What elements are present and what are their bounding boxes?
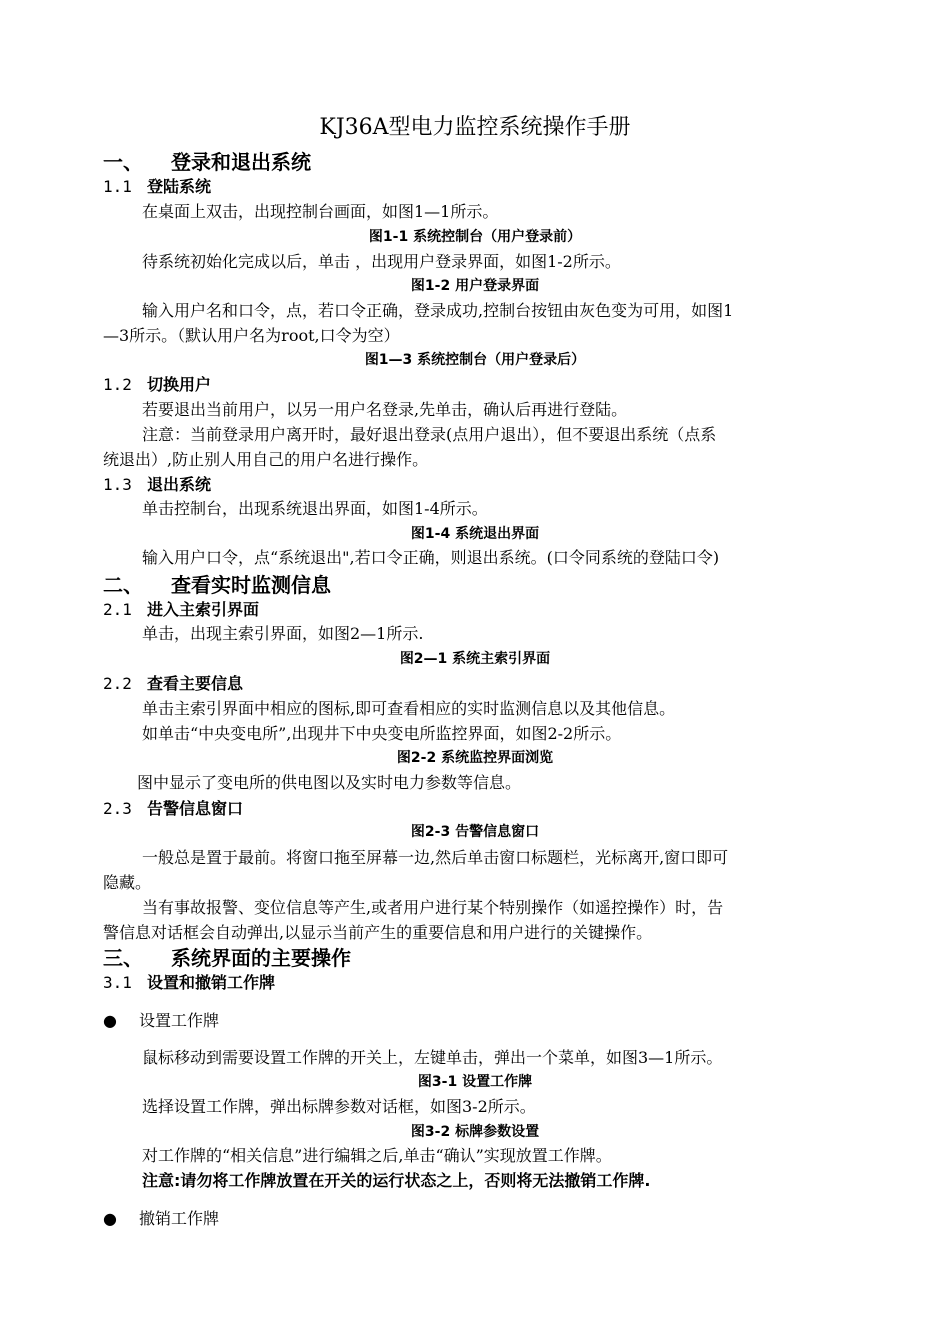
- subsection-title: 进入主索引界面: [147, 600, 260, 619]
- subsection-3-1-heading: [103, 975, 275, 991]
- paragraph: 在桌面上双击，出现控制台画面，如图1—1所示。: [142, 202, 499, 221]
- subsection-2-1-heading: [103, 602, 259, 618]
- subsection-1-3-heading: [103, 477, 211, 493]
- section-title: 登录和退出系统: [171, 150, 311, 174]
- subsection-2-3-heading: [103, 801, 243, 817]
- subsection-2-2-heading: [103, 676, 243, 692]
- paragraph: 如单击“中央变电所”,出现井下中央变电所监控界面，如图2-2所示。: [142, 724, 622, 743]
- paragraph-continuation: 警信息对话框会自动弹出,以显示当前产生的重要信息和用户进行的关键操作。: [103, 923, 653, 942]
- figure-caption: 图3-2 标牌参数设置: [410, 1124, 540, 1140]
- paragraph: 选择设置工作牌，弹出标牌参数对话框，如图3-2所示。: [142, 1097, 536, 1116]
- bullet-label: 设置工作牌: [139, 1011, 220, 1030]
- warning-note: 注意:请勿将工作牌放置在开关的运行状态之上，否则将无法撤销工作牌.: [142, 1171, 651, 1190]
- subsection-title: 查看主要信息: [147, 674, 244, 693]
- subsection-number: 1.2: [103, 375, 132, 394]
- figure-caption: 图1-1 系统控制台（用户登录前）: [368, 229, 582, 245]
- subsection-number: 2.1: [103, 600, 132, 619]
- subsection-1-1-heading: [103, 179, 211, 195]
- section-number: 二、: [103, 573, 143, 597]
- section-title: 查看实时监测信息: [171, 573, 331, 597]
- subsection-number: 3.1: [103, 973, 132, 992]
- subsection-title: 告警信息窗口: [147, 799, 244, 818]
- section-number: 三、: [103, 946, 143, 970]
- paragraph-continuation: —3所示。（默认用户名为root,口令为空）: [103, 326, 400, 345]
- paragraph: 图中显示了变电所的供电图以及实时电力参数等信息。: [137, 773, 522, 792]
- paragraph: 鼠标移动到需要设置工作牌的开关上，左键单击，弹出一个菜单，如图3—1所示。: [142, 1048, 723, 1067]
- paragraph-continuation: 统退出）,防止别人用自己的用户名进行操作。: [103, 450, 429, 469]
- section-title: 系统界面的主要操作: [171, 946, 351, 970]
- subsection-title: 退出系统: [147, 475, 212, 494]
- section-3-heading: [103, 948, 351, 968]
- figure-caption: 图2-2 系统监控界面浏览: [396, 750, 554, 766]
- subsection-title: 登陆系统: [147, 177, 212, 196]
- paragraph: 单击，出现主索引界面，如图2—1所示.: [142, 624, 424, 643]
- bullet-icon: ●: [103, 1209, 117, 1228]
- figure-caption: 图1-4 系统退出界面: [410, 526, 540, 542]
- figure-caption: 图1—3 系统控制台（用户登录后）: [364, 352, 586, 368]
- paragraph: 待系统初始化完成以后，单击 ，出现用户登录界面，如图1-2所示。: [142, 252, 621, 271]
- figure-caption: 图2—1 系统主索引界面: [399, 651, 551, 667]
- subsection-title: 切换用户: [147, 375, 212, 394]
- paragraph: 输入用户口令，点“系统退出",若口令正确，则退出系统。(口令同系统的登陆口令): [142, 548, 720, 567]
- section-2-heading: [103, 575, 331, 595]
- bullet-item: [103, 1013, 219, 1029]
- subsection-number: 2.2: [103, 674, 132, 693]
- subsection-title: 设置和撤销工作牌: [147, 973, 276, 992]
- paragraph-continuation: 隐藏。: [103, 873, 152, 892]
- subsection-number: 1.3: [103, 475, 132, 494]
- paragraph: 注意：当前登录用户离开时，最好退出登录(点用户退出），但不要退出系统（点系: [142, 425, 717, 444]
- figure-caption: 图2-3 告警信息窗口: [410, 824, 540, 840]
- section-number: 一、: [103, 150, 143, 174]
- paragraph: 一般总是置于最前。将窗口拖至屏幕一边,然后单击窗口标题栏，光标离开,窗口即可: [142, 848, 729, 867]
- paragraph: 单击主索引界面中相应的图标,即可查看相应的实时监测信息以及其他信息。: [142, 699, 676, 718]
- paragraph: 当有事故报警、变位信息等产生,或者用户进行某个特别操作（如遥控操作）时，告: [142, 898, 724, 917]
- subsection-number: 2.3: [103, 799, 132, 818]
- paragraph: 单击控制台，出现系统退出界面，如图1-4所示。: [142, 499, 488, 518]
- bullet-item: [103, 1211, 219, 1227]
- document-title: KJ36A型电力监控系统操作手册: [319, 115, 631, 140]
- subsection-1-2-heading: [103, 377, 211, 393]
- figure-caption: 图3-1 设置工作牌: [417, 1074, 533, 1090]
- paragraph: 对工作牌的“相关信息”进行编辑之后,单击“确认”实现放置工作牌。: [142, 1146, 612, 1165]
- figure-caption: 图1-2 用户登录界面: [410, 278, 540, 294]
- bullet-label: 撤销工作牌: [139, 1209, 220, 1228]
- bullet-icon: ●: [103, 1011, 117, 1030]
- section-1-heading: [103, 152, 311, 172]
- paragraph: 输入用户名和口令，点，若口令正确，登录成功,控制台按钮由灰色变为可用，如图1: [142, 301, 734, 320]
- subsection-number: 1.1: [103, 177, 132, 196]
- paragraph: 若要退出当前用户，以另一用户名登录,先单击，确认后再进行登陆。: [142, 400, 628, 419]
